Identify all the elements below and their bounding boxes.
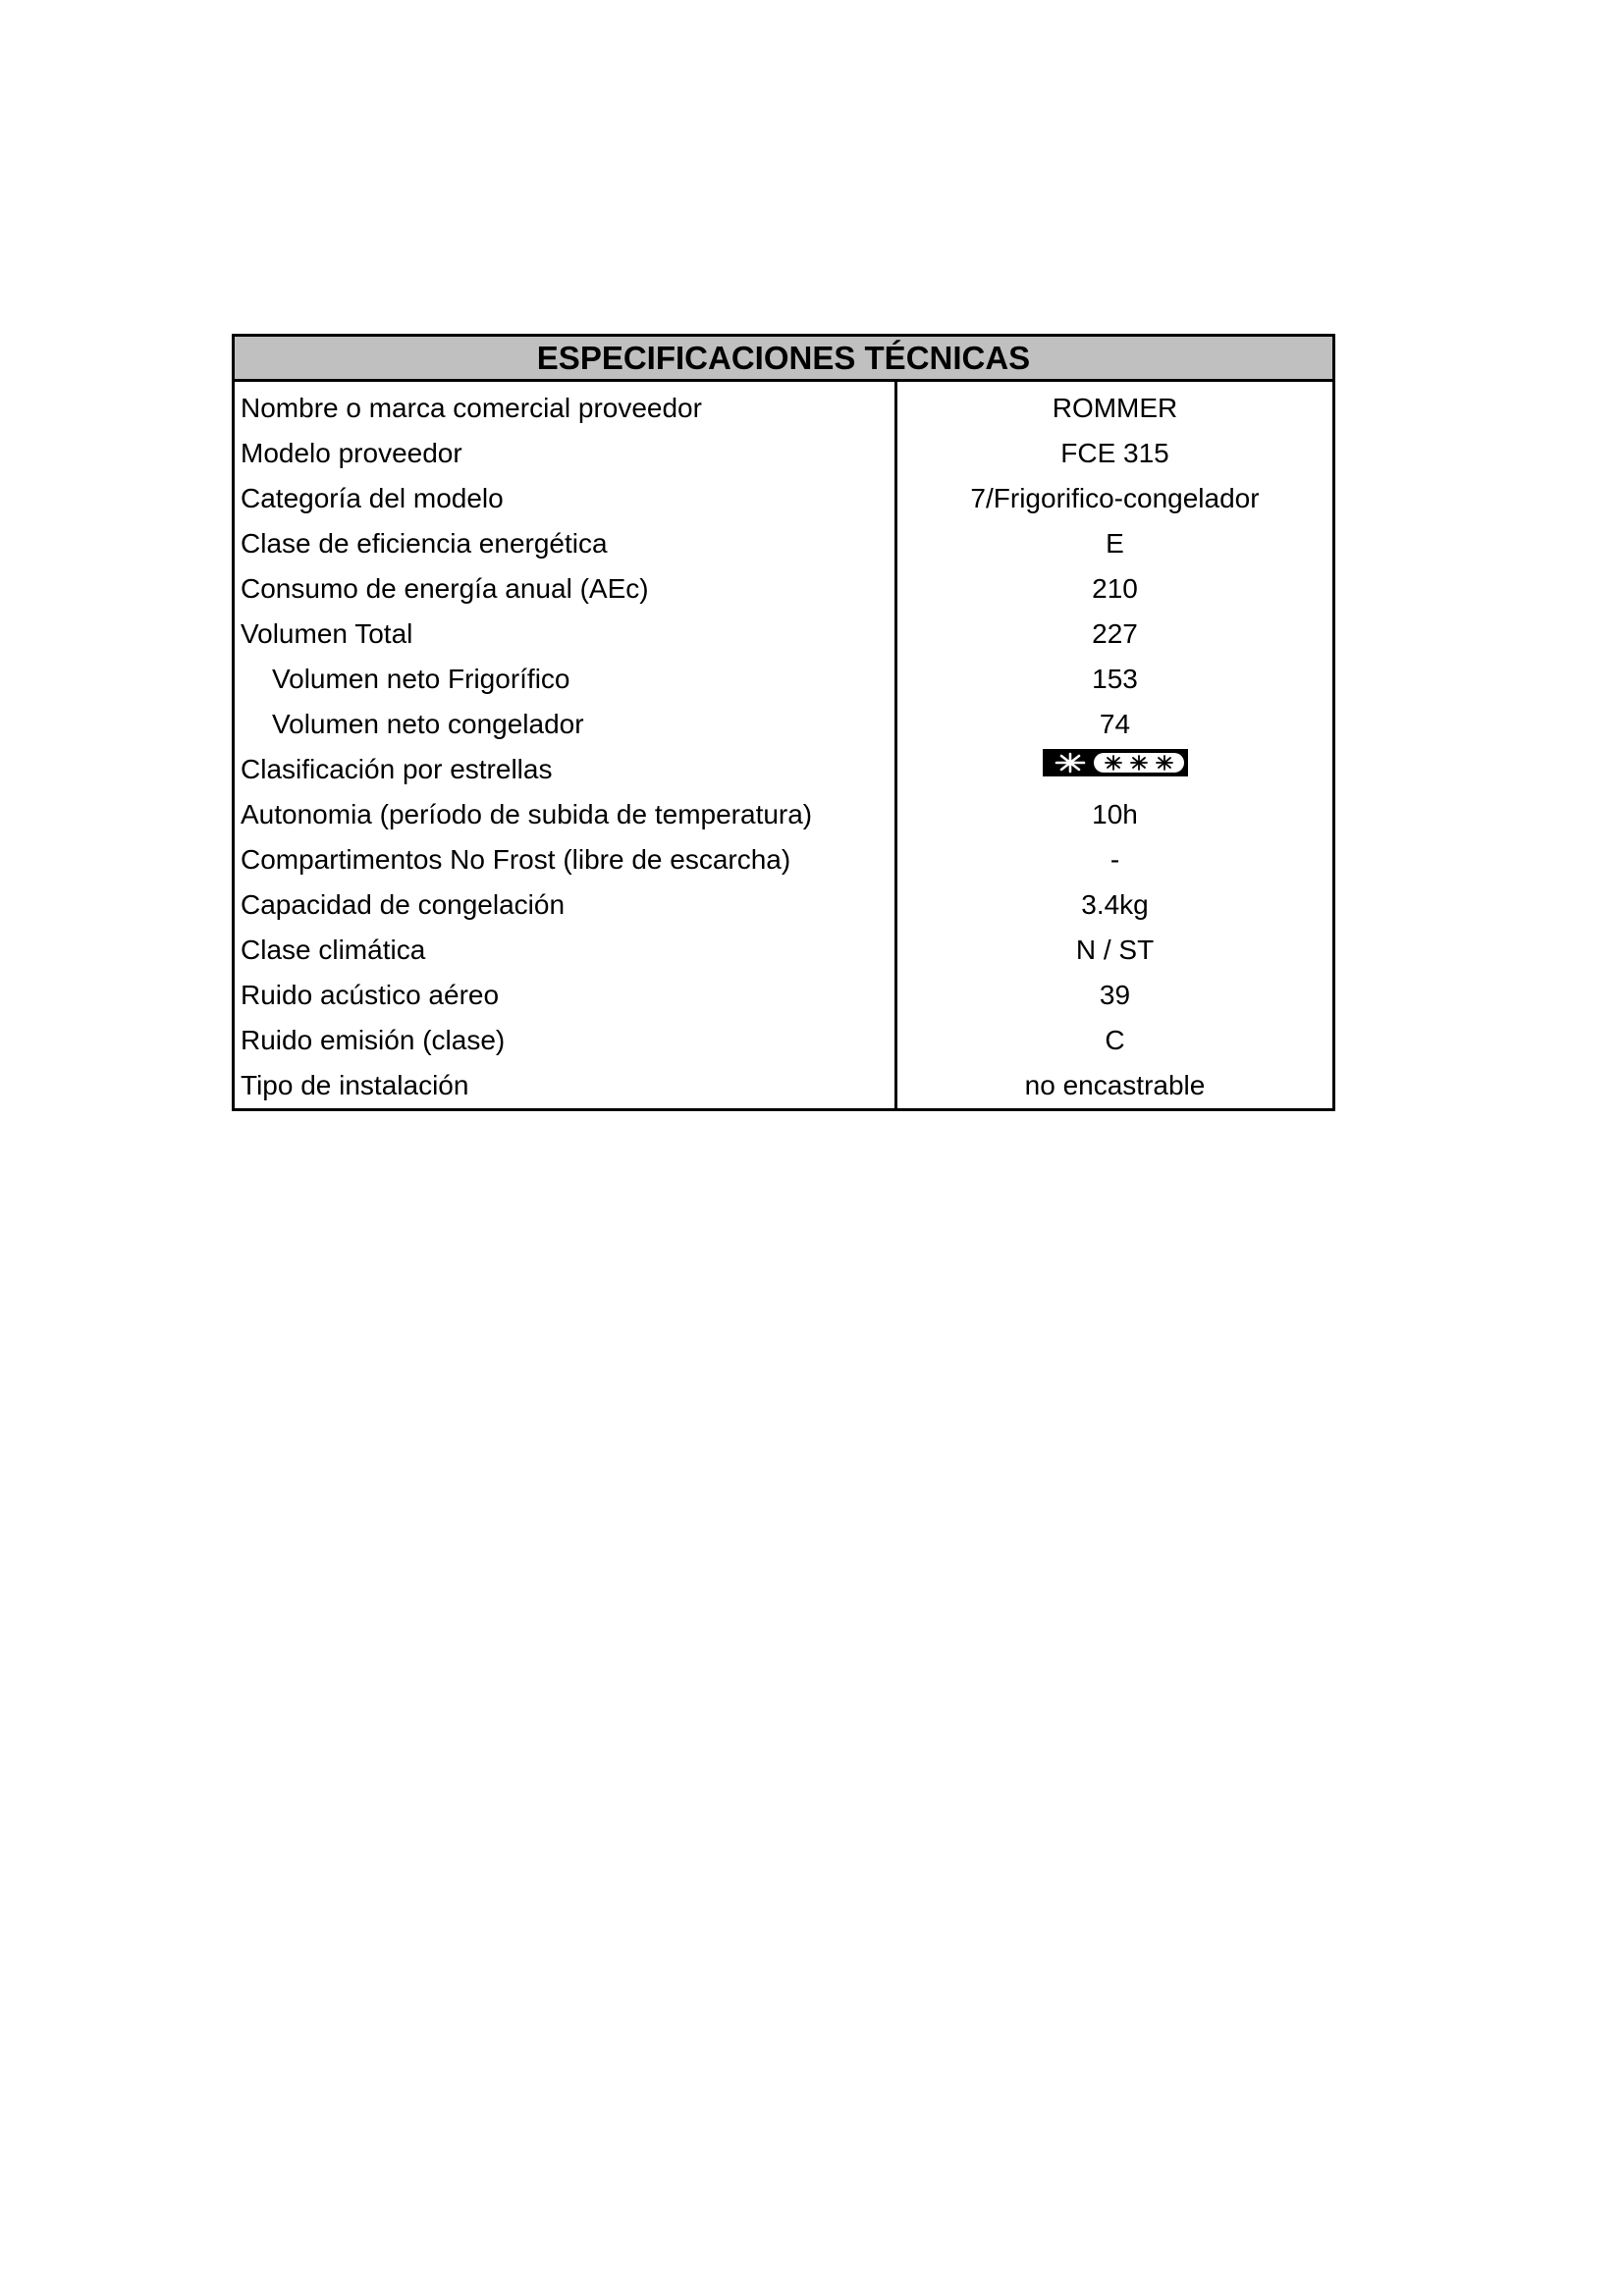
table-row: [235, 521, 1332, 566]
table-row: [235, 928, 1332, 973]
small-star-icon: [1129, 755, 1149, 771]
table-row: [235, 386, 1332, 431]
row-value: E: [1106, 528, 1124, 559]
row-label: Clase de eficiencia energética: [241, 528, 608, 559]
row-value: FCE 315: [1060, 438, 1169, 468]
table-row: [235, 702, 1332, 747]
row-label: Clasificación por estrellas: [241, 754, 553, 784]
table-row: [235, 566, 1332, 612]
table-row: [235, 792, 1332, 837]
row-label: Autonomia (período de subida de temperatura): [241, 799, 813, 829]
table-row: [235, 1063, 1332, 1108]
row-label: Volumen Total: [241, 618, 413, 649]
small-stars-group-icon: [1094, 753, 1184, 773]
row-value: no encastrable: [1024, 1070, 1206, 1100]
row-value: 39: [1099, 980, 1131, 1010]
row-value: -: [1109, 844, 1120, 875]
row-value: 74: [1099, 709, 1131, 739]
row-label: Modelo proveedor: [241, 438, 462, 468]
row-value: 210: [1092, 573, 1138, 604]
row-label: Volumen neto congelador: [272, 709, 584, 739]
row-value: 227: [1092, 618, 1138, 649]
small-star-icon: [1155, 755, 1174, 771]
small-star-icon: [1104, 755, 1123, 771]
row-label: Nombre o marca comercial proveedor: [241, 393, 702, 423]
row-value: [894, 754, 1332, 785]
table-row: [235, 837, 1332, 882]
table-row: [235, 1018, 1332, 1063]
row-label: Consumo de energía anual (AEc): [241, 573, 649, 604]
row-value: 10h: [1092, 799, 1138, 829]
table-row: [235, 657, 1332, 702]
row-value: 3.4kg: [1081, 889, 1149, 920]
row-value: C: [1105, 1025, 1125, 1055]
table-row: [235, 431, 1332, 476]
four-star-freezer-rating-icon: [1043, 749, 1188, 776]
row-value: ROMMER: [1052, 393, 1178, 423]
row-label: Tipo de instalación: [241, 1070, 469, 1100]
row-label: Categoría del modelo: [241, 483, 504, 513]
table-row: [235, 882, 1332, 928]
row-value: N / ST: [1075, 934, 1155, 965]
table-row: [235, 476, 1332, 521]
table-title: ESPECIFICACIONES TÉCNICAS: [235, 337, 1332, 382]
row-label: Compartimentos No Frost (libre de escarcha): [241, 844, 791, 875]
table-row: [235, 973, 1332, 1018]
row-label: Ruido acústico aéreo: [241, 980, 500, 1010]
row-label: Clase climática: [241, 934, 426, 965]
row-label: Capacidad de congelación: [241, 889, 566, 920]
table-row: [235, 747, 1332, 792]
row-value: 153: [1092, 664, 1138, 694]
row-label: Ruido emisión (clase): [241, 1025, 506, 1055]
spec-table: [232, 334, 1335, 1111]
table-row: [235, 612, 1332, 657]
row-value: 7/Frigorifico-congelador: [970, 483, 1260, 513]
large-star-icon: [1047, 752, 1094, 774]
table-body: [235, 382, 1332, 1108]
row-label: Volumen neto Frigorífico: [272, 664, 570, 694]
